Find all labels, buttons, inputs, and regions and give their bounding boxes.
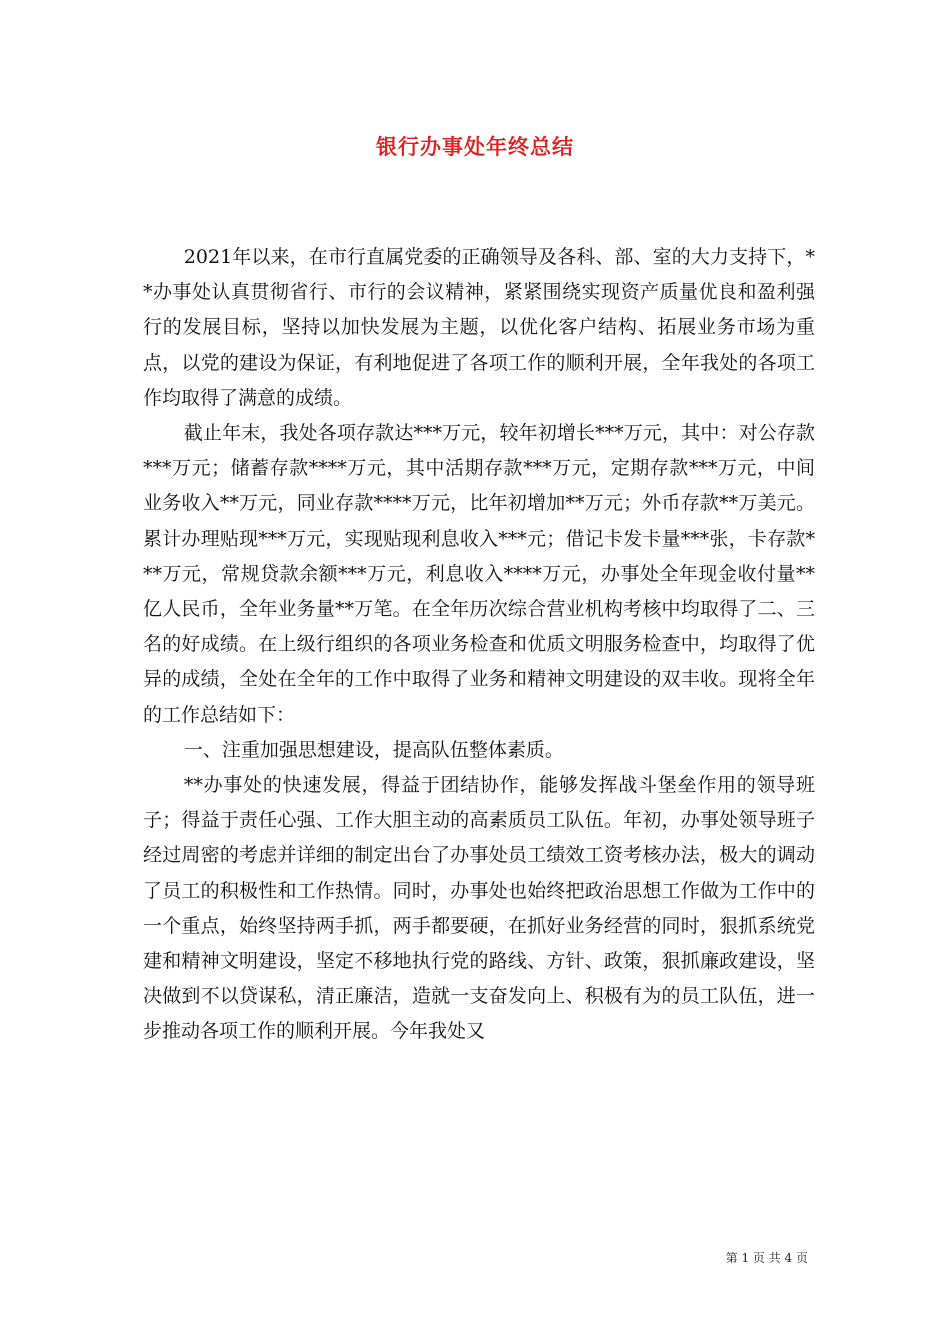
paragraph-team: **办事处的快速发展，得益于团结协作，能够发挥战斗堡垒作用的领导班子；得益于责任心强、工作大胆主动的高素质员工队伍。年初，办事处领导班子经过周密的考虑并详细的制定出台了办事处员工绩效工资考核办法，极大的调动了员工的积极性和工作热情。同时，办事处也始终把政治思想工作做为工作中的一个重点，始终坚持两手抓，两手都要硬，在抓好业务经营的同时，狠抓系统党建和精神文明建设，坚定不移地执行党的路线、方针、政策，狠抓廉政建设，坚决做到不以贷谋私，清正廉洁，造就一支奋发向上、积极有为的员工队伍，进一步推动各项工作的顺利开展。今年我处又 <box>143 774 815 1043</box>
section-heading-1: 一、注重加强思想建设，提高队伍整体素质。 <box>183 738 564 761</box>
document-body <box>143 240 815 1050</box>
document-title: 银行办事处年终总结 <box>376 134 574 159</box>
page-number: 第 1 页 共 4 页 <box>725 1251 808 1265</box>
paragraph-deposits: 截止年末，我处各项存款达***万元，较年初增长***万元，其中：对公存款***万元；储蓄存款****万元，其中活期存款***万元，定期存款***万元，中间业务收入**万元，同业存款****万元，比年初增加**万元；外币存款**万美元。累计办理贴现***万元，实现贴现利息收入***元；借记卡发卡量***张，卡存款***万元，常规贷款余额***万元，利息收入****万元，办事处全年现金收付量**亿人民币，全年业务量**万笔。在全年历次综合营业机构考核中均取得了二、三名的好成绩。在上级行组织的各项业务检查和优质文明服务检查中，均取得了优异的成绩，全处在全年的工作中取得了业务和精神文明建设的双丰收。现将全年的工作总结如下： <box>143 422 815 726</box>
paragraph-intro: 2021年以来，在市行直属党委的正确领导及各科、部、室的大力支持下，**办事处认真贯彻省行、市行的会议精神，紧紧围绕实现资产质量优良和盈利强行的发展目标，坚持以加快发展为主题，以优化客户结构、拓展业务市场为重点，以党的建设为保证，有利地促进了各项工作的顺利开展，全年我处的各项工作均取得了满意的成绩。 <box>143 246 815 409</box>
